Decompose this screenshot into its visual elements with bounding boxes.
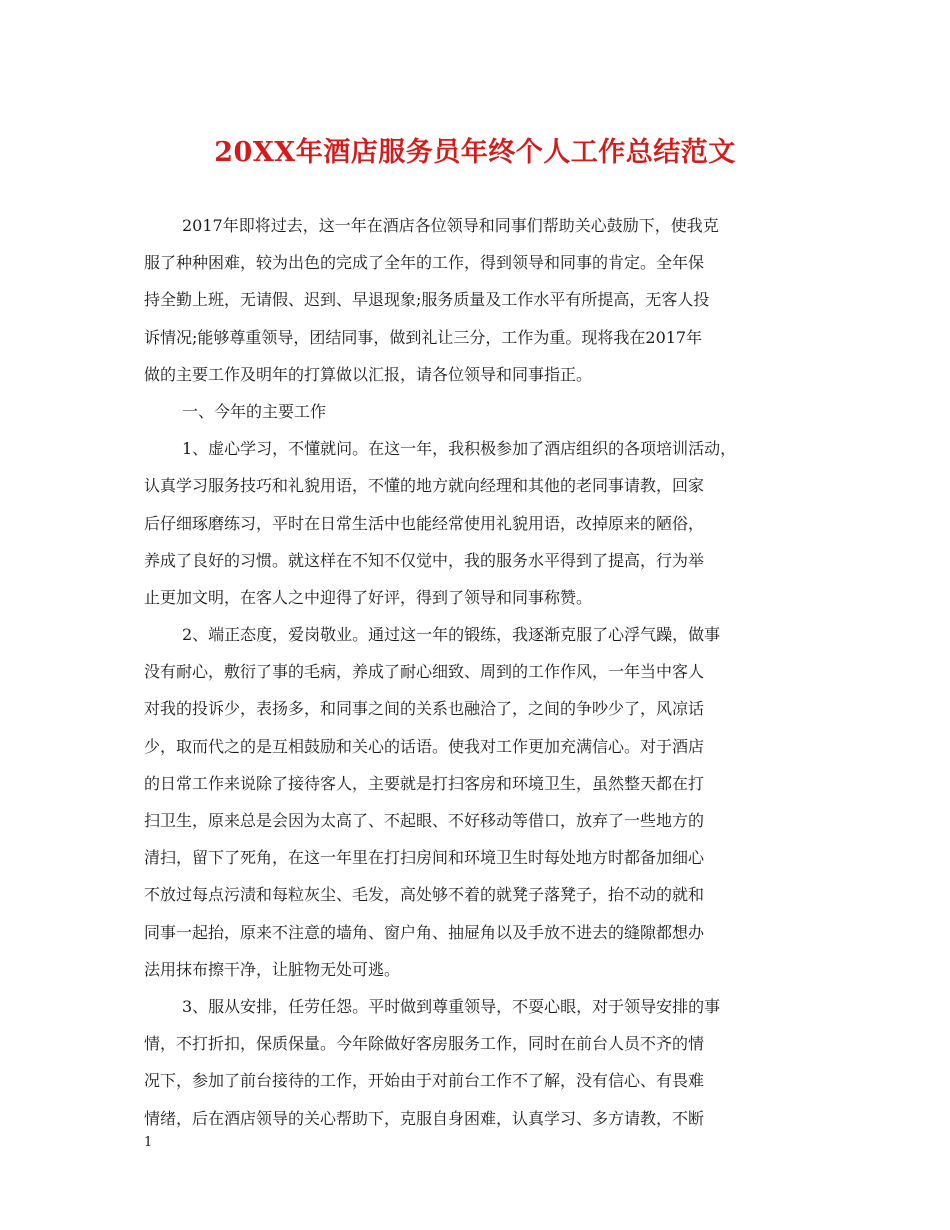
text-line: 少，取而代之的是互相鼓励和关心的话语。使我对工作更加充满信心。对于酒店: [144, 736, 705, 756]
text-line: 的日常工作来说除了接待客人，主要就是打扫客房和环境卫生，虽然整天都在打: [144, 773, 705, 793]
text-line: 2、端正态度，爱岗敬业。通过这一年的锻练，我逐渐克服了心浮气躁，做事: [182, 625, 721, 645]
text-line: 没有耐心，敷衍了事的毛病，养成了耐心细致、周到的工作作风，一年当中客人: [144, 662, 705, 682]
text-line: 同事一起抬，原来不注意的墙角、窗户角、抽屉角以及手放不进去的缝隙都想办: [144, 922, 705, 942]
text-line: 止更加文明，在客人之中迎得了好评，得到了领导和同事称赞。: [144, 587, 593, 607]
text-line: 不放过每点污渍和每粒灰尘、毛发，高处够不着的就凳子落凳子，抬不动的就和: [144, 885, 705, 905]
text-line: 法用抹布擦干净，让脏物无处可逃。: [144, 959, 401, 979]
text-line: 养成了良好的习惯。就这样在不知不仅觉中，我的服务水平得到了提高，行为举: [144, 550, 705, 570]
text-line: 服了种种困难，较为出色的完成了全年的工作，得到领导和同事的肯定。全年保: [144, 253, 705, 273]
text-line: 持全勤上班，无请假、迟到、早退现象;服务质量及工作水平有所提高，无客人投: [144, 290, 710, 310]
document-body: [144, 207, 820, 1137]
text-line: 认真学习服务技巧和礼貌用语，不懂的地方就向经理和其他的老同事请教，回家: [144, 476, 705, 496]
text-line: 后仔细琢磨练习，平时在日常生活中也能经常使用礼貌用语，改掉原来的陋俗，: [144, 513, 705, 533]
text-line: 况下，参加了前台接待的工作，开始由于对前台工作不了解，没有信心、有畏难: [144, 1071, 705, 1091]
text-line: 1、虚心学习，不懂就问。在这一年，我积极参加了酒店组织的各项培训活动，: [182, 439, 737, 459]
text-line: 3、服从安排，任劳任怨。平时做到尊重领导，不耍心眼，对于领导安排的事: [182, 996, 721, 1016]
text-line: 情绪，后在酒店领导的关心帮助下，克服自身困难，认真学习、多方请教，不断: [144, 1108, 705, 1128]
text-line: 2017年即将过去，这一年在酒店各位领导和同事们帮助关心鼓励下，使我克: [182, 216, 719, 235]
text-line: 清扫，留下了死角，在这一年里在打扫房间和环境卫生时每处地方时都备加细心: [144, 848, 705, 868]
text-line: 对我的投诉少，表扬多，和同事之间的关系也融洽了，之间的争吵少了，风凉话: [144, 699, 705, 719]
text-line: 一、今年的主要工作: [182, 401, 327, 421]
text-line: 做的主要工作及明年的打算做以汇报，请各位领导和同事指正。: [144, 364, 593, 384]
text-line: 诉情况;能够尊重领导，团结同事，做到礼让三分，工作为重。现将我在2017年: [144, 327, 703, 347]
text-line: 扫卫生，原来总是会因为太高了、不起眼、不好移动等借口，放弃了一些地方的: [144, 811, 705, 830]
page-number: 1: [144, 1135, 153, 1150]
document-title: 20XX年酒店服务员年终个人工作总结范文: [214, 137, 736, 168]
text-line: 情，不打折扣，保质保量。今年除做好客房服务工作，同时在前台人员不齐的情: [144, 1034, 705, 1054]
